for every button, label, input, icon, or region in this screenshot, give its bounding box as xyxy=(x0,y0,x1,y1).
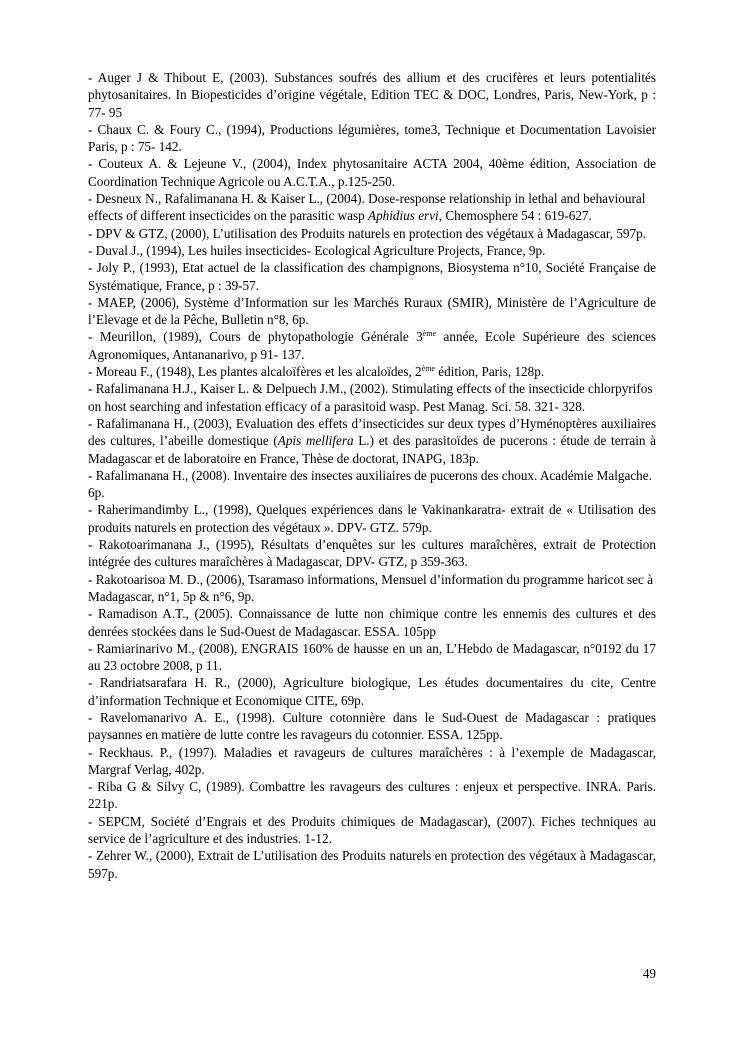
superscript: ème xyxy=(422,329,437,339)
reference-entry: - Reckhaus. P., (1997). Maladies et ravageurs de cultures maraîchères : à l’exemple de Madagascar, Margraf Verlag, 402p. xyxy=(88,744,656,777)
page-number: 49 xyxy=(642,966,656,981)
reference-entry: - Couteux A. & Lejeune V., (2004), Index phytosanitaire ACTA 2004, 40ème édition, Association de Coordination Technique Agricole ou A.C.T.A., p.125-250. xyxy=(88,156,656,189)
reference-entry: - Rakotoarisoa M. D., (2006), Tsaramaso informations, Mensuel d’information du programme haricot sec à Madagascar, n°1, 5p & n°6, 9p. xyxy=(88,571,654,604)
reference-entry: - Ravelomanarivo A. E., (1998). Culture cotonnière dans le Sud-Ouest de Madagascar : pratiques paysannes en matière de lutte contre les ravageurs du cotonnier. ESSA. 125pp. xyxy=(88,709,656,743)
reference-entry: - DPV & GTZ, (2000), L’utilisation des Produits naturels en protection des végétaux à Madagascar, 597p. xyxy=(88,225,646,241)
reference-entry: - SEPCM, Société d’Engrais et des Produits chimiques de Madagascar), (2007). Fiches techniques au service de l’agriculture et des industries. 1-12. xyxy=(88,813,656,847)
reference-entry: - Joly P., (1993), Etat actuel de la classification des champignons, Biosystema n°10, Société Française de Systématique, France, p : 39-57. xyxy=(88,260,656,293)
reference-entry: - Riba G & Silvy C, (1989). Combattre les ravageurs des cultures : enjeux et perspective. INRA. Paris. 221p. xyxy=(88,779,656,812)
reference-entry: - Ramadison A.T., (2005). Connaissance de lutte non chimique contre les ennemis des cultures et des denrées stockées dans le Sud-Ouest de Madagascar. ESSA. 105pp xyxy=(88,606,656,639)
reference-entry: - Moreau F., (1948), Les plantes alcaloïfères et les alcaloïdes, 2ème édition, Paris, 128p. xyxy=(88,364,545,380)
reference-entry: - Zehrer W., (2000), Extrait de L’utilisation des Produits naturels en protection des végétaux à Madagascar, 597p. xyxy=(88,848,656,881)
reference-entry: - Desneux N., Rafalimanana H. & Kaiser L., (2004). Dose-response relationship in lethal and behavioural effects of different insecticides on the parasitic wasp Aphidius ervi, Chemosphere 54 : 619-627. xyxy=(88,191,646,224)
reference-entry: - Meurillon, (1989), Cours de phytopathologie Générale 3ème année, Ecole Supérieure des sciences Agronomiques, Antananarivo, p 91- 137. xyxy=(88,329,656,362)
reference-entry: - Duval J., (1994), Les huiles insecticides- Ecological Agriculture Projects, France, 9p. xyxy=(88,242,546,258)
species-name: Apis mellifera xyxy=(277,433,354,449)
reference-entry: - MAEP, (2006), Système d’Information sur les Marchés Ruraux (SMIR), Ministère de l’Agriculture de l’Elevage et de la Pêche, Bulletin n°8, 6p. xyxy=(88,294,656,328)
reference-entry: - Rafalimanana H., (2008). Inventaire des insectes auxiliaires de pucerons des choux. Académie Malgache. 6p. xyxy=(88,467,652,501)
reference-entry: - Rafalimanana H.J., Kaiser L. & Delpuech J.M., (2002). Stimulating effects of the insecticide chlorpyrifos on host searching and infestation efficacy of a parasitoid wasp. Pest Manag. Sci. 58. 321- 328. xyxy=(88,381,653,414)
reference-list xyxy=(88,69,656,882)
reference-entry: - Ramiarinarivo M., (2008), ENGRAIS 160% de hausse en un an, L’Hebdo de Madagascar, n°0192 du 17 au 23 octobre 2008, p 11. xyxy=(88,640,656,674)
reference-entry: - Randriatsarafara H. R., (2000), Agriculture biologique, Les études documentaires du cite, Centre d’information Technique et Economique CITE, 69p. xyxy=(88,675,656,708)
species-name: Aphidius ervi xyxy=(368,208,439,224)
reference-entry: - Auger J & Thibout E, (2003). Substances soufrés des allium et des crucifères et leurs potentialités phytosanitaires. In Biopesticides d’origine végétale, Edition TEC & DOC, Londres, Paris, New-York, p : 77- 95 xyxy=(88,70,656,120)
superscript: ème xyxy=(421,364,435,374)
reference-entry: - Chaux C. & Foury C., (1994), Productions légumières, tome3, Technique et Documentation Lavoisier Paris, p : 75- 142. xyxy=(88,121,656,155)
reference-entry: - Raherimandimby L., (1998), Quelques expériences dans le Vakinankaratra- extrait de « Utilisation des produits naturels en protection des végétaux ». DPV- GTZ. 579p. xyxy=(88,502,656,535)
reference-entry: - Rafalimanana H., (2003), Evaluation des effets d’insecticides sur deux types d’Hyménoptères auxiliaires des cultures, l’abeille domestique (Apis mellifera L.) et des parasitoïdes de pucerons : étude de terrain à Madagascar et de laboratoire en France, Thèse de doctorat, INAPG, 183p. xyxy=(88,415,657,466)
reference-entry: - Rakotoarimanana J., (1995), Résultats d’enquêtes sur les cultures maraîchères, extrait de Protection intégrée des cultures maraîchères à Madagascar, DPV- GTZ, p 359-363. xyxy=(88,537,656,570)
